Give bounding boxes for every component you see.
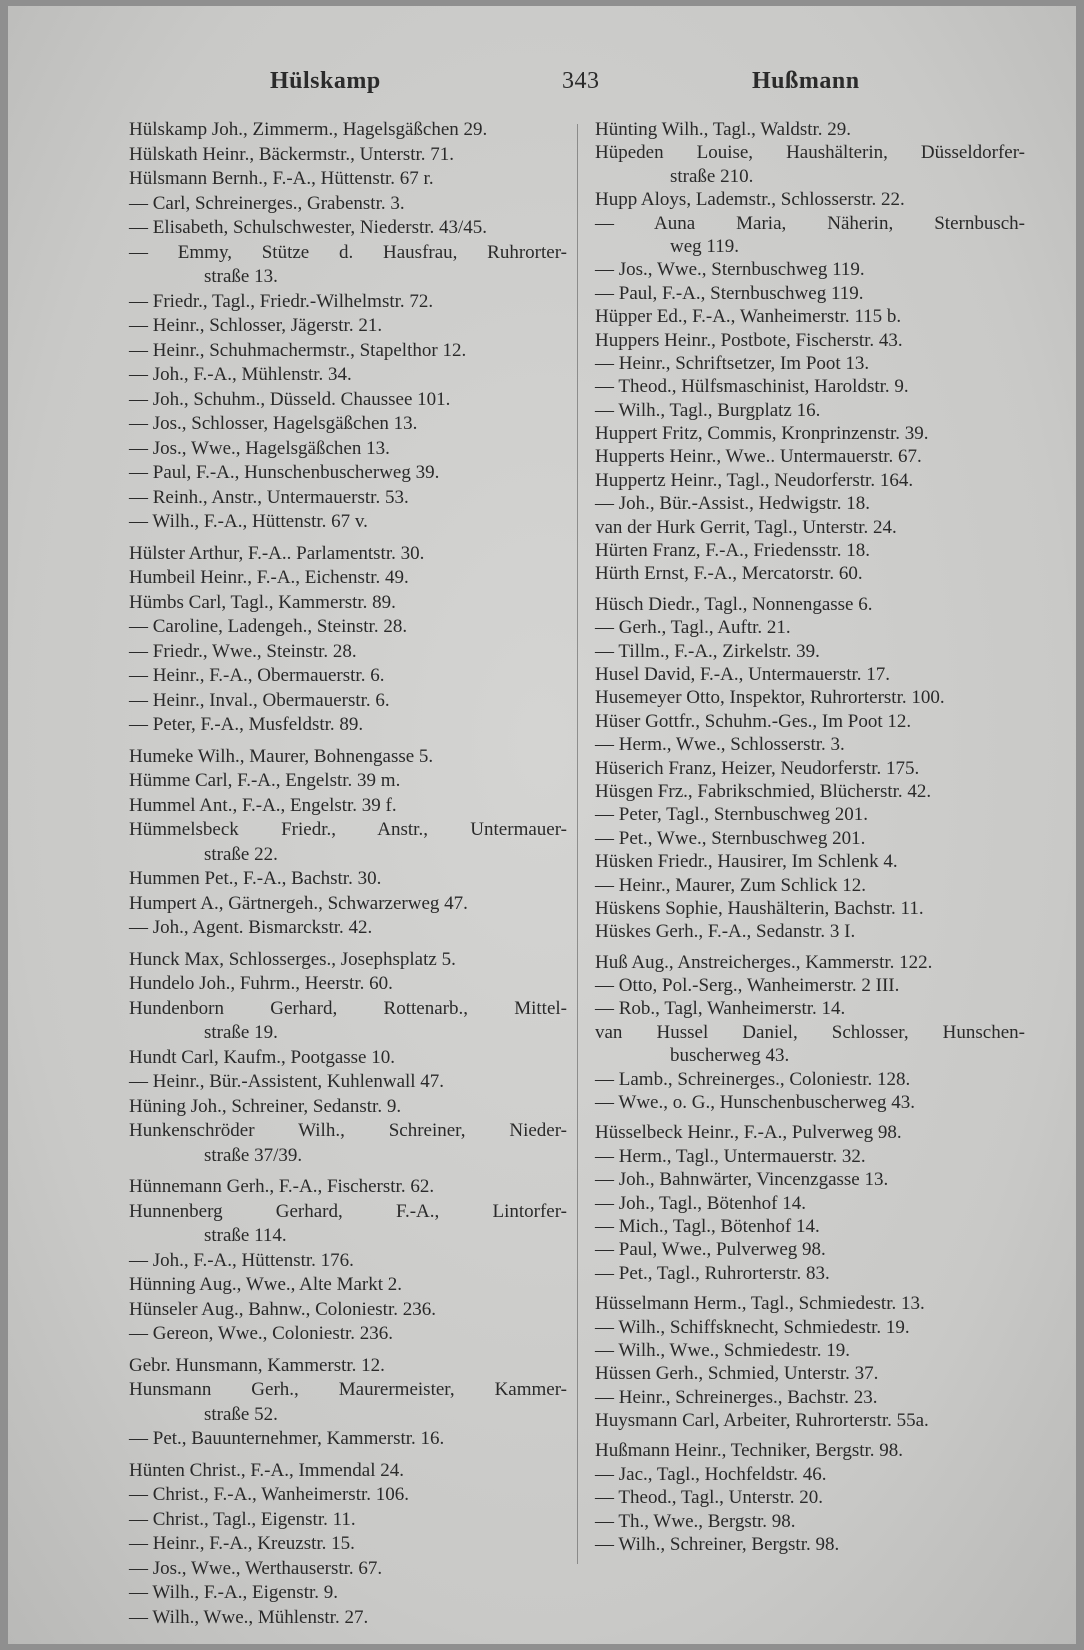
entry-text: Hüser Gottfr., Schuhm.-Ges., Im Poot 12.: [595, 710, 912, 732]
entry-text: Hunsmann Gerh., Maurermeister, Kammer-: [129, 1379, 567, 1400]
entry-text: straße 114.: [204, 1225, 287, 1246]
directory-entry: [129, 167, 567, 192]
entry-text: Husemeyer Otto, Inspektor, Ruhrorterstr. 100.: [595, 687, 945, 709]
directory-entry: [595, 258, 1025, 281]
entry-text: Hülskamp Joh., Zimmerm., Hagelsgäßchen 29.: [129, 119, 488, 140]
entry-text: — Heinr., Schlosser, Jägerstr. 21.: [129, 315, 383, 336]
entry-text: Hüskes Gerh., F.-A., Sedanstr. 3 I.: [595, 921, 856, 943]
entry-text: — Joh., Bür.-Assist., Hedwigstr. 18.: [595, 493, 870, 515]
directory-entry: [595, 1121, 1025, 1144]
entry-text: — Wwe., o. G., Hunschenbuscherweg 43.: [595, 1092, 915, 1114]
entry-text: Hürth Ernst, F.-A., Mercatorstr. 60.: [595, 563, 863, 585]
entry-text: — Wilh., F.-A., Eigenstr. 9.: [129, 1582, 338, 1603]
entry-text: van der Hurk Gerrit, Tagl., Unterstr. 24.: [595, 516, 897, 538]
entry-text: — Joh., Agent. Bismarckstr. 42.: [129, 917, 373, 938]
entry-text: Hümmelsbeck Friedr., Anstr., Untermauer-: [129, 819, 567, 840]
directory-entry: [595, 997, 1025, 1020]
entry-text: Hünting Wilh., Tagl., Waldstr. 29.: [595, 119, 852, 140]
directory-entry: [129, 1119, 567, 1144]
running-head-left: Hülskamp: [270, 68, 381, 94]
directory-entry: [129, 916, 567, 941]
entry-text: — Heinr., Schriftsetzer, Im Poot 13.: [595, 352, 870, 374]
directory-entry: [129, 892, 567, 917]
entry-text: — Jos., Wwe., Sternbuschweg 119.: [595, 259, 865, 281]
directory-entry: [129, 591, 567, 616]
entry-text: Hunkenschröder Wilh., Schreiner, Nieder-: [129, 1120, 567, 1141]
directory-entry: [129, 689, 567, 714]
directory-entry: [129, 1378, 567, 1403]
entry-text: — Herm., Wwe., Schlosserstr. 3.: [595, 734, 845, 756]
entry-text: Hünning Aug., Wwe., Alte Markt 2.: [129, 1274, 403, 1295]
entry-text: Hüskens Sophie, Haushälterin, Bachstr. 11.: [595, 897, 924, 919]
directory-entry: [129, 769, 567, 794]
entry-text: Hüsselbeck Heinr., F.-A., Pulverweg 98.: [595, 1122, 902, 1144]
entry-text: — Heinr., Schuhmachermstr., Stapelthor 12.: [129, 339, 467, 361]
entry-text: — Auna Maria, Näherin, Sternbusch-: [595, 212, 1025, 234]
entry-text: — Heinr., F.-A., Kreuzstr. 15.: [129, 1533, 355, 1554]
entry-text: — Pet., Wwe., Sternbuschweg 201.: [595, 827, 866, 849]
directory-entry: [595, 1021, 1025, 1044]
directory-entry: [595, 897, 1025, 920]
entry-text: Hünten Christ., F.-A., Immendal 24.: [129, 1459, 405, 1481]
entry-continuation: [129, 1224, 567, 1249]
entry-text: — Heinr., Schreinerges., Bachstr. 23.: [595, 1386, 878, 1408]
entry-text: — Wilh., Wwe., Schmiedestr. 19.: [595, 1339, 851, 1361]
entry-text: straße 13.: [204, 266, 278, 287]
entry-text: — Joh., F.-A., Hüttenstr. 176.: [129, 1249, 354, 1271]
entry-text: Humeke Wilh., Maurer, Bohnengasse 5.: [129, 745, 434, 767]
entry-text: — Wilh., Tagl., Burgplatz 16.: [595, 399, 821, 421]
directory-entry: [595, 539, 1025, 562]
entry-text: Hüpper Ed., F.-A., Wanheimerstr. 115 b.: [595, 306, 902, 328]
directory-entry: [595, 920, 1025, 943]
directory-entry: [129, 1095, 567, 1120]
directory-entry: [595, 1362, 1025, 1385]
directory-entry: [595, 686, 1025, 709]
directory-entry: [595, 1292, 1025, 1315]
directory-entry: [129, 948, 567, 973]
entry-text: — Wilh., F.-A., Hüttenstr. 67 v.: [129, 511, 368, 532]
directory-entry: [129, 1249, 567, 1274]
entry-text: Huß Aug., Anstreicherges., Kammerstr. 122.: [595, 951, 933, 973]
entry-text: straße 19.: [204, 1022, 278, 1043]
directory-entry: [595, 1145, 1025, 1168]
entry-text: — Heinr., Maurer, Zum Schlick 12.: [595, 874, 866, 896]
directory-entry: [129, 794, 567, 819]
entry-text: — Christ., F.-A., Wanheimerstr. 106.: [129, 1484, 409, 1505]
entry-text: — Paul, F.-A., Sternbuschweg 119.: [595, 282, 864, 304]
entry-text: Hülskath Heinr., Bäckermstr., Unterstr. 71.: [129, 143, 455, 165]
entry-text: — Th., Wwe., Bergstr. 98.: [595, 1510, 796, 1532]
entry-continuation: [129, 1403, 567, 1428]
entry-text: — Joh., Bahnwärter, Vincenzgasse 13.: [595, 1169, 889, 1191]
directory-entry: [129, 1532, 567, 1557]
entry-text: — Gerh., Tagl., Auftr. 21.: [595, 617, 791, 639]
directory-entry: [595, 118, 1025, 141]
entry-text: — Christ., Tagl., Eigenstr. 11.: [129, 1508, 356, 1530]
directory-entry: [595, 375, 1025, 398]
entry-text: — Joh., Schuhm., Düsseld. Chaussee 101.: [129, 388, 451, 410]
entry-text: — Friedr., Wwe., Steinstr. 28.: [129, 640, 357, 662]
entry-text: — Otto, Pol.-Serg., Wanheimerstr. 2 III.: [595, 975, 900, 997]
entry-text: Hußmann Heinr., Techniker, Bergstr. 98.: [595, 1440, 904, 1462]
directory-entry: [595, 399, 1025, 422]
directory-entry: [129, 363, 567, 388]
directory-entry: [129, 412, 567, 437]
directory-entry: [595, 1091, 1025, 1114]
page-number: 343: [562, 68, 600, 94]
directory-entry: [595, 827, 1025, 850]
directory-entry: [595, 850, 1025, 873]
entry-text: Hunnenberg Gerhard, F.-A., Lintorfer-: [129, 1200, 567, 1222]
column-divider: [577, 124, 578, 1564]
directory-entry: [129, 461, 567, 486]
directory-entry: [595, 352, 1025, 375]
entry-text: straße 52.: [204, 1403, 278, 1425]
entry-text: — Wilh., Wwe., Mühlenstr. 27.: [129, 1606, 369, 1628]
directory-entry: [129, 1483, 567, 1508]
entry-text: — Jos., Wwe., Hagelsgäßchen 13.: [129, 437, 390, 459]
entry-text: Huppert Fritz, Commis, Kronprinzenstr. 39.: [595, 423, 929, 445]
entry-text: — Reinh., Anstr., Untermauerstr. 53.: [129, 486, 409, 508]
directory-entry: [595, 1409, 1025, 1432]
entry-text: Humbeil Heinr., F.-A., Eichenstr. 49.: [129, 567, 409, 588]
directory-entry: [129, 1200, 567, 1225]
entry-text: — Emmy, Stütze d. Hausfrau, Ruhrorter-: [129, 241, 567, 263]
directory-page: [8, 6, 1076, 1644]
directory-entry: [129, 437, 567, 462]
directory-entry: [129, 1273, 567, 1298]
directory-entry: [129, 1046, 567, 1071]
entry-text: van Hussel Daniel, Schlosser, Hunschen-: [595, 1021, 1025, 1043]
entry-text: Huppertz Heinr., Tagl., Neudorferstr. 164.: [595, 469, 914, 491]
entry-text: — Jos., Wwe., Werthauserstr. 67.: [129, 1557, 383, 1579]
directory-entry: [129, 1070, 567, 1095]
entry-text: — Friedr., Tagl., Friedr.-Wilhelmstr. 72.: [129, 290, 434, 312]
entry-continuation: [129, 1021, 567, 1046]
directory-entry: [129, 486, 567, 511]
entry-text: Humpert A., Gärtnergeh., Schwarzerweg 47.: [129, 892, 468, 914]
directory-entry: [595, 422, 1025, 445]
directory-entry: [595, 710, 1025, 733]
entry-text: — Joh., F.-A., Mühlenstr. 34.: [129, 364, 352, 385]
running-head-right: Hußmann: [752, 68, 860, 94]
directory-entry: [595, 1192, 1025, 1215]
directory-entry: [129, 192, 567, 217]
entry-text: Gebr. Hunsmann, Kammerstr. 12.: [129, 1354, 385, 1376]
directory-entry: [595, 1238, 1025, 1261]
directory-entry: [129, 216, 567, 241]
entry-text: — Heinr., Inval., Obermauerstr. 6.: [129, 689, 390, 711]
entry-text: Hüssen Gerh., Schmied, Unterstr. 37.: [595, 1363, 879, 1385]
entry-text: — Joh., Tagl., Bötenhof 14.: [595, 1192, 807, 1214]
directory-entry: [595, 974, 1025, 997]
directory-entry: [595, 1339, 1025, 1362]
directory-entry: [129, 818, 567, 843]
directory-entry: [129, 1298, 567, 1323]
directory-entry: [129, 118, 567, 143]
directory-entry: [129, 542, 567, 567]
directory-entry: [129, 388, 567, 413]
entry-text: — Peter, Tagl., Sternbuschweg 201.: [595, 804, 869, 826]
entry-text: — Wilh., Schiffsknecht, Schmiedestr. 19.: [595, 1316, 910, 1338]
entry-text: Hülsmann Bernh., F.-A., Hüttenstr. 67 r.: [129, 168, 434, 189]
entry-text: Hüning Joh., Schreiner, Sedanstr. 9.: [129, 1095, 402, 1117]
directory-entry: [129, 713, 567, 738]
directory-entry: [595, 469, 1025, 492]
entry-text: Hupperts Heinr., Wwe.. Untermauerstr. 67.: [595, 446, 922, 468]
directory-entry: [129, 1175, 567, 1200]
directory-entry: [595, 1262, 1025, 1285]
entry-text: — Mich., Tagl., Bötenhof 14.: [595, 1215, 820, 1237]
directory-entry: [595, 562, 1025, 585]
directory-entry: [129, 143, 567, 168]
entry-text: — Elisabeth, Schulschwester, Niederstr. 43/45.: [129, 217, 488, 238]
entry-text: Hüsgen Frz., Fabrikschmied, Blücherstr. 42.: [595, 780, 932, 802]
right-column: [595, 118, 1025, 1556]
entry-continuation: [595, 165, 1025, 188]
entry-text: — Theod., Hülfsmaschinist, Haroldstr. 9.: [595, 376, 909, 398]
directory-entry: [129, 1557, 567, 1582]
directory-entry: [595, 640, 1025, 663]
directory-entry: [595, 212, 1025, 235]
directory-entry: [595, 445, 1025, 468]
directory-entry: [595, 1533, 1025, 1556]
directory-entry: [129, 1322, 567, 1347]
directory-entry: [595, 516, 1025, 539]
entry-text: Hürten Franz, F.-A., Friedensstr. 18.: [595, 540, 870, 562]
directory-entry: [595, 803, 1025, 826]
directory-entry: [595, 874, 1025, 897]
directory-entry: [129, 664, 567, 689]
directory-entry: [595, 282, 1025, 305]
entry-text: Hüserich Franz, Heizer, Neudorferstr. 175.: [595, 757, 920, 779]
entry-text: Hülster Arthur, F.-A.. Parlamentstr. 30.: [129, 542, 425, 564]
directory-entry: [595, 733, 1025, 756]
entry-text: — Paul, Wwe., Pulverweg 98.: [595, 1239, 826, 1261]
entry-text: — Jos., Schlosser, Hagelsgäßchen 13.: [129, 413, 418, 434]
entry-text: Hümbs Carl, Tagl., Kammerstr. 89.: [129, 591, 396, 613]
directory-entry: [129, 1508, 567, 1533]
directory-entry: [595, 663, 1025, 686]
entry-text: straße 22.: [204, 843, 278, 865]
directory-entry: [595, 757, 1025, 780]
entry-text: Huppers Heinr., Postbote, Fischerstr. 43.: [595, 329, 903, 351]
directory-entry: [595, 1168, 1025, 1191]
directory-entry: [129, 1427, 567, 1452]
entry-text: — Heinr., F.-A., Obermauerstr. 6.: [129, 665, 385, 686]
directory-entry: [129, 290, 567, 315]
directory-entry: [595, 951, 1025, 974]
entry-text: — Pet., Bauunternehmer, Kammerstr. 16.: [129, 1428, 445, 1449]
directory-entry: [595, 141, 1025, 164]
entry-text: — Theod., Tagl., Unterstr. 20.: [595, 1487, 824, 1509]
directory-entry: [595, 305, 1025, 328]
entry-text: — Peter, F.-A., Musfeldstr. 89.: [129, 714, 364, 735]
directory-entry: [595, 1316, 1025, 1339]
directory-entry: [595, 1386, 1025, 1409]
entry-text: Husel David, F.-A., Untermauerstr. 17.: [595, 663, 891, 685]
left-column: [129, 118, 567, 1630]
directory-entry: [129, 1459, 567, 1484]
entry-text: — Herm., Tagl., Untermauerstr. 32.: [595, 1145, 866, 1167]
entry-continuation: [129, 843, 567, 868]
entry-text: — Heinr., Bür.-Assistent, Kuhlenwall 47.: [129, 1071, 445, 1092]
directory-entry: [595, 616, 1025, 639]
entry-text: Hundenborn Gerhard, Rottenarb., Mittel-: [129, 997, 567, 1019]
entry-text: — Tillm., F.-A., Zirkelstr. 39.: [595, 640, 820, 662]
entry-text: — Lamb., Schreinerges., Coloniestr. 128.: [595, 1068, 911, 1090]
entry-text: Hupp Aloys, Lademstr., Schlosserstr. 22.: [595, 189, 905, 211]
directory-entry: [595, 780, 1025, 803]
entry-text: — Carl, Schreinerges., Grabenstr. 3.: [129, 192, 405, 214]
entry-text: — Caroline, Ladengeh., Steinstr. 28.: [129, 616, 408, 637]
entry-continuation: [595, 235, 1025, 258]
directory-entry: [595, 1068, 1025, 1091]
entry-continuation: [129, 265, 567, 290]
directory-entry: [595, 188, 1025, 211]
entry-text: Hüsken Friedr., Hausirer, Im Schlenk 4.: [595, 851, 898, 873]
entry-text: Hüsselmann Herm., Tagl., Schmiedestr. 13.: [595, 1293, 925, 1315]
entry-text: Hundt Carl, Kaufm., Pootgasse 10.: [129, 1046, 395, 1068]
entry-text: buscherweg 43.: [670, 1045, 790, 1067]
entry-text: Huysmann Carl, Arbeiter, Ruhrorterstr. 55a.: [595, 1410, 929, 1432]
directory-entry: [595, 1215, 1025, 1238]
entry-text: straße 37/39.: [204, 1144, 303, 1166]
directory-entry: [595, 1510, 1025, 1533]
entry-text: Hünnemann Gerh., F.-A., Fischerstr. 62.: [129, 1176, 435, 1197]
directory-entry: [595, 1486, 1025, 1509]
entry-text: Hüsch Diedr., Tagl., Nonnengasse 6.: [595, 593, 873, 615]
entry-text: Hümme Carl, F.-A., Engelstr. 39 m.: [129, 770, 401, 791]
directory-entry: [129, 314, 567, 339]
entry-continuation: [129, 1144, 567, 1169]
entry-text: — Wilh., Schreiner, Bergstr. 98.: [595, 1534, 840, 1556]
directory-entry: [129, 1606, 567, 1631]
entry-text: Hundelo Joh., Fuhrm., Heerstr. 60.: [129, 973, 393, 994]
directory-entry: [595, 1439, 1025, 1462]
directory-entry: [129, 510, 567, 535]
entry-text: — Rob., Tagl, Wanheimerstr. 14.: [595, 998, 846, 1020]
entry-text: — Paul, F.-A., Hunschenbuscherweg 39.: [129, 462, 440, 483]
entry-text: weg 119.: [670, 235, 739, 257]
directory-entry: [129, 972, 567, 997]
directory-entry: [129, 997, 567, 1022]
directory-entry: [595, 593, 1025, 616]
directory-entry: [129, 1581, 567, 1606]
entry-text: — Jac., Tagl., Hochfeldstr. 46.: [595, 1463, 827, 1485]
directory-entry: [595, 1463, 1025, 1486]
directory-entry: [129, 339, 567, 364]
entry-text: — Gereon, Wwe., Coloniestr. 236.: [129, 1323, 394, 1344]
directory-entry: [129, 867, 567, 892]
directory-entry: [129, 241, 567, 266]
directory-entry: [129, 745, 567, 770]
entry-continuation: [595, 1044, 1025, 1067]
entry-text: Hunck Max, Schlosserges., Josephsplatz 5.: [129, 948, 456, 970]
directory-entry: [129, 1354, 567, 1379]
directory-entry: [595, 329, 1025, 352]
entry-text: Hünseler Aug., Bahnw., Coloniestr. 236.: [129, 1298, 436, 1320]
directory-entry: [129, 566, 567, 591]
entry-text: Hummel Ant., F.-A., Engelstr. 39 f.: [129, 794, 397, 816]
entry-text: Hummen Pet., F.-A., Bachstr. 30.: [129, 868, 382, 889]
entry-text: Hüpeden Louise, Haushälterin, Düsseldorfer-: [595, 142, 1025, 164]
entry-text: straße 210.: [670, 165, 754, 187]
directory-entry: [129, 615, 567, 640]
directory-entry: [129, 640, 567, 665]
directory-entry: [595, 492, 1025, 515]
entry-text: — Pet., Tagl., Ruhrorterstr. 83.: [595, 1262, 830, 1284]
